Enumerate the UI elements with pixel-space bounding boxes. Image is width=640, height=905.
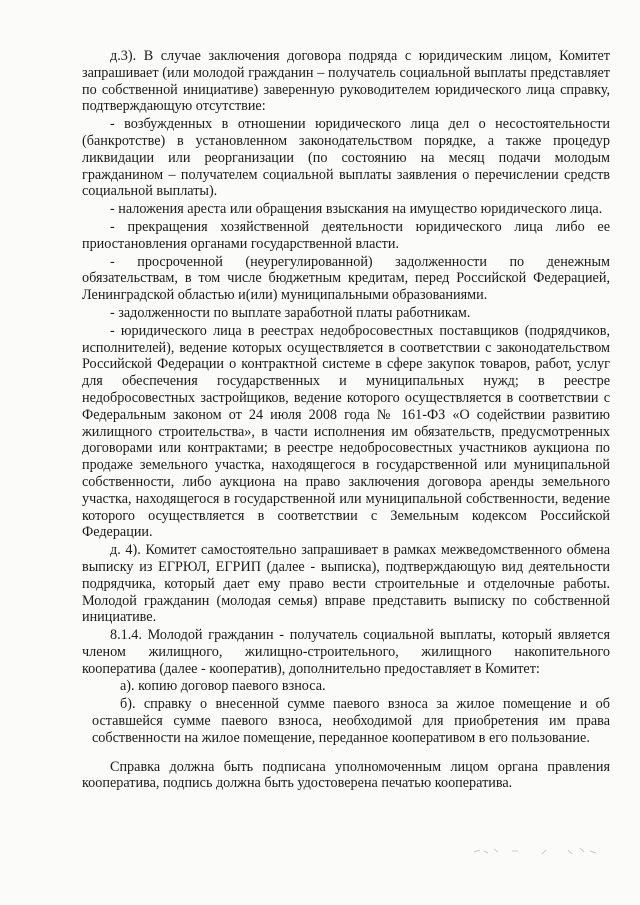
paragraph-bankruptcy: - возбужденных в отношении юридического лица дел о несостоятельности (банкротстве) в установленном законодательством порядке, а также процедур ликвидации или реорганизации (по состоянию на месяц подачи молодым гражданином – получателем социальной выплаты заявления о перечислении средств социальной выплаты). [82, 116, 610, 200]
paragraph-overdue-debt: - просроченной (неурегулированной) задолженности по денежным обязательствам, в том числе бюджетным кредитам, перед Российской Федерацией, Ленинградской областью и(или) муниципальными образованиями. [82, 253, 610, 304]
paragraph-arrest: - наложения ареста или обращения взыскания на имущество юридического лица. [110, 201, 603, 218]
paragraph-item-b: б). справку о внесенной сумме паевого взноса за жилое помещение и об оставшейся сумме паевого взноса, необходимой для приобретения им права собственности на жилое помещение, переданное кооперативом в его пользование. [92, 696, 610, 746]
paragraph-salary-debt: - задолженности по выплате заработной платы работникам. [110, 304, 471, 321]
paragraph-signature-note: Справка должна быть подписана уполномоченным лицом органа правления кооператива, подпись должна быть удостоверена печатью кооператива. [82, 758, 610, 792]
paragraph-d4: д. 4). Комитет самостоятельно запрашивает в рамках межведомственного обмена выписку из ЕГРЮЛ, ЕГРИП (далее - выписка), подтверждающую вид деятельности подрядчика, который дает ему право вести строительные и отделочные работы. Молодой гражданин (молодая семья) вправе представить выписку по собственной инициативе. [82, 542, 610, 626]
paragraph-registries: - юридического лица в реестрах недобросовестных поставщиков (подрядчиков, исполнителей), ведение которых осуществляется в соответствии с законодательством Российской Федерации о контрактной системе в сфере закупок товаров, работ, услуг для обеспечения государственных и муниципальных нужд; в реестре недобросовестных застройщиков, ведение которого осуществляется в соответствии с Федеральным законом от 24 июля 2008 года № 161-ФЗ «О содействии развитию жилищного строительства», в части исполнения им обязательств, предусмотренных договорами или контрактами; в реестре недобросовестных участников аукциона по продаже земельного участка, находящегося в государственной или муниципальной собственности, либо аукциона на право заключения договора аренды земельного участка, находящегося в государственной или муниципальной собственности, ведение которого осуществляется в соответствии с Земельным кодексом Российской Федерации. [82, 322, 610, 541]
paragraph-termination: - прекращения хозяйственной деятельности юридического лица либо ее приостановления органами государственной власти. [82, 218, 610, 252]
scan-smudge [472, 842, 602, 860]
paragraph-8-1-4: 8.1.4. Молодой гражданин - получатель социальной выплаты, который является членом жилищного, жилищно-строительного, жилищного накопительного кооператива (далее - кооператив), дополнительно предоставляет в Комитет: [82, 627, 610, 677]
paragraph-item-a: а). копию договор паевого взноса. [120, 678, 326, 695]
paragraph-d3: д.3). В случае заключения договора подряда с юридическим лицом, Комитет запрашивает (или молодой гражданин – получатель социальной выплаты представляет по собственной инициативе) заверенную руководителем юридического лица справку, подтверждающую отсутствие: [82, 48, 610, 115]
